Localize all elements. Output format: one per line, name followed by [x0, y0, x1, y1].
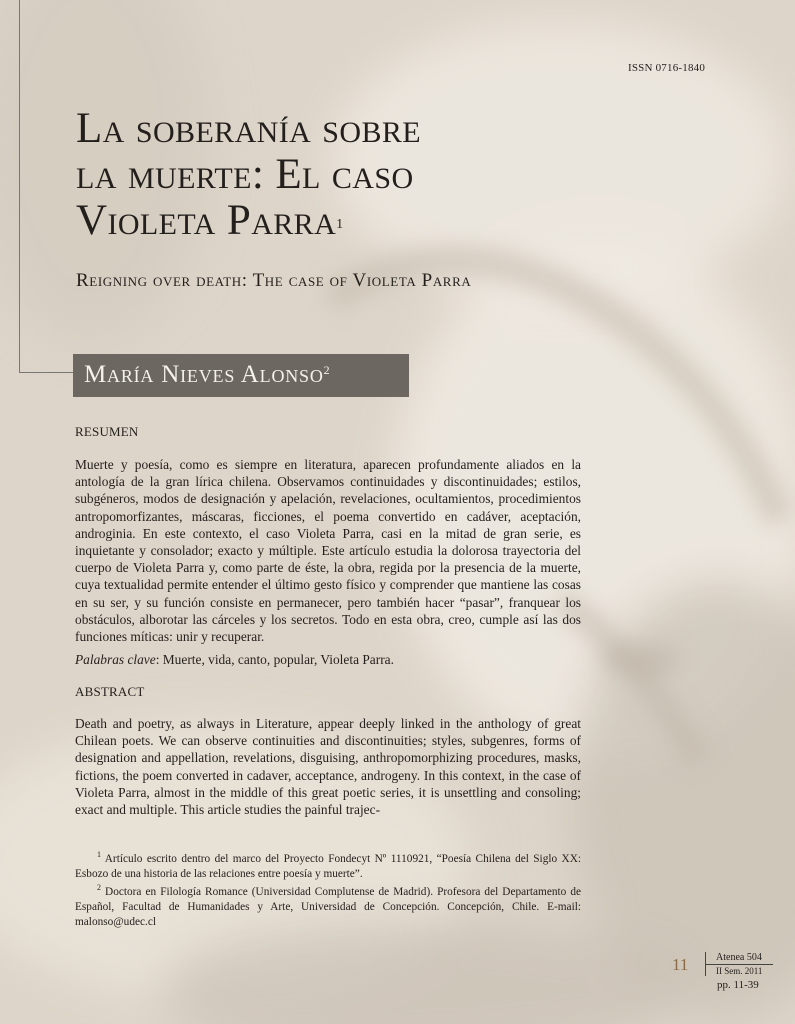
resumen-text: Muerte y poesía, como es siempre en literatura, aparecen profundamente aliados en la antología de la gran lírica chilena. Observamos continuidades y discontinuidades; estilos, subgéneros, modos de designación y apelación, revelaciones, ocultamientos, procedimientos antropomorfizantes, máscaras, ficciones, el poema convertido en cadáver, aceptación, androginia. En este contexto, el caso Violeta Parra, casi en la mitad de gran serie, es inquietante y consolador; exacto y múltiple. Este artículo estudia la dolorosa trayectoria del cuerpo de Violeta Parra y, como parte de éste, la obra, regida por la presencia de la muerte, cuya textualidad permite entender el último gesto físico y comprender que mantiene las cosas en su ser, y su función consiste en permanecer, pero también hacer “pasar”, franquear los obstáculos, alborotar las cárceles y los secretos. Todo en esta obra, creo, cumple así las dos funciones míticas: unir y recuperar.	[75, 457, 581, 645]
title-line-2: la muerte: El caso	[76, 151, 414, 198]
keywords-text: : Muerte, vida, canto, popular, Violeta Parra.	[155, 652, 394, 667]
keywords-label: Palabras clave	[75, 652, 156, 667]
page-number: 11	[672, 955, 689, 974]
decorative-horizontal-rule	[19, 372, 73, 373]
abstract-text: Death and poetry, as always in Literature, appear deeply linked in the anthology of great Chilean poets. We can observe continuities and discontinuities; styles, subgenres, forms of designation and appellation, revelations, disguising, anthropomorphizing procedures, masks, fictions, the poem converted in cadaver, acceptance, androgeny. In this context, in the case of Violeta Parra, almost in the middle of this great poetic series, it is unsettling and consoling; exact and multiple. This article studies the painful trajec-	[75, 716, 581, 818]
journal-semester: II Sem. 2011	[716, 966, 763, 976]
decorative-vertical-rule	[19, 0, 20, 373]
footnote-1	[75, 848, 581, 881]
footnote-2-text: Doctora en Filología Romance (Universidad Complutense de Madrid). Profesora del Departamento de Español, Facultad de Humanidades y Arte, Universidad de Concepción. Concepción, Chile. E-mail: malonso@udec.cl	[75, 886, 581, 928]
footnote-2	[75, 881, 581, 929]
author-name: María Nieves Alonso	[84, 361, 324, 388]
keywords-line	[75, 651, 581, 668]
article-title	[76, 106, 421, 244]
title-line-3: Violeta Parra	[76, 197, 337, 244]
author-footnote-mark[interactable]: 2	[323, 363, 331, 377]
footer-horizontal-rule	[705, 964, 773, 965]
title-footnote-mark[interactable]: 1	[336, 217, 344, 232]
footnote-2-mark: 2	[97, 883, 101, 893]
issn-label: ISSN 0716-1840	[628, 62, 706, 74]
abstract-heading: ABSTRACT	[75, 684, 145, 699]
author-name-wrap	[84, 361, 330, 389]
footnotes	[75, 848, 581, 930]
footnote-1-mark: 1	[97, 850, 101, 859]
resumen-body	[75, 456, 581, 645]
journal-issue: Atenea 504	[716, 952, 762, 963]
title-line-1: La soberanía sobre	[76, 105, 422, 152]
article-subtitle: Reigning over death: The case of Violeta Parra	[76, 270, 472, 291]
page-range: pp. 11-39	[717, 979, 759, 991]
abstract-body	[75, 715, 581, 818]
author-banner	[73, 354, 409, 397]
resumen-heading: RESUMEN	[75, 424, 139, 439]
footnote-1-text: Artículo escrito dentro del marco del Proyecto Fondecyt Nº 1110921, “Poesía Chilena del Siglo XX: Esbozo de una historia de las relaciones entre poesía y muerte”.	[75, 852, 581, 880]
